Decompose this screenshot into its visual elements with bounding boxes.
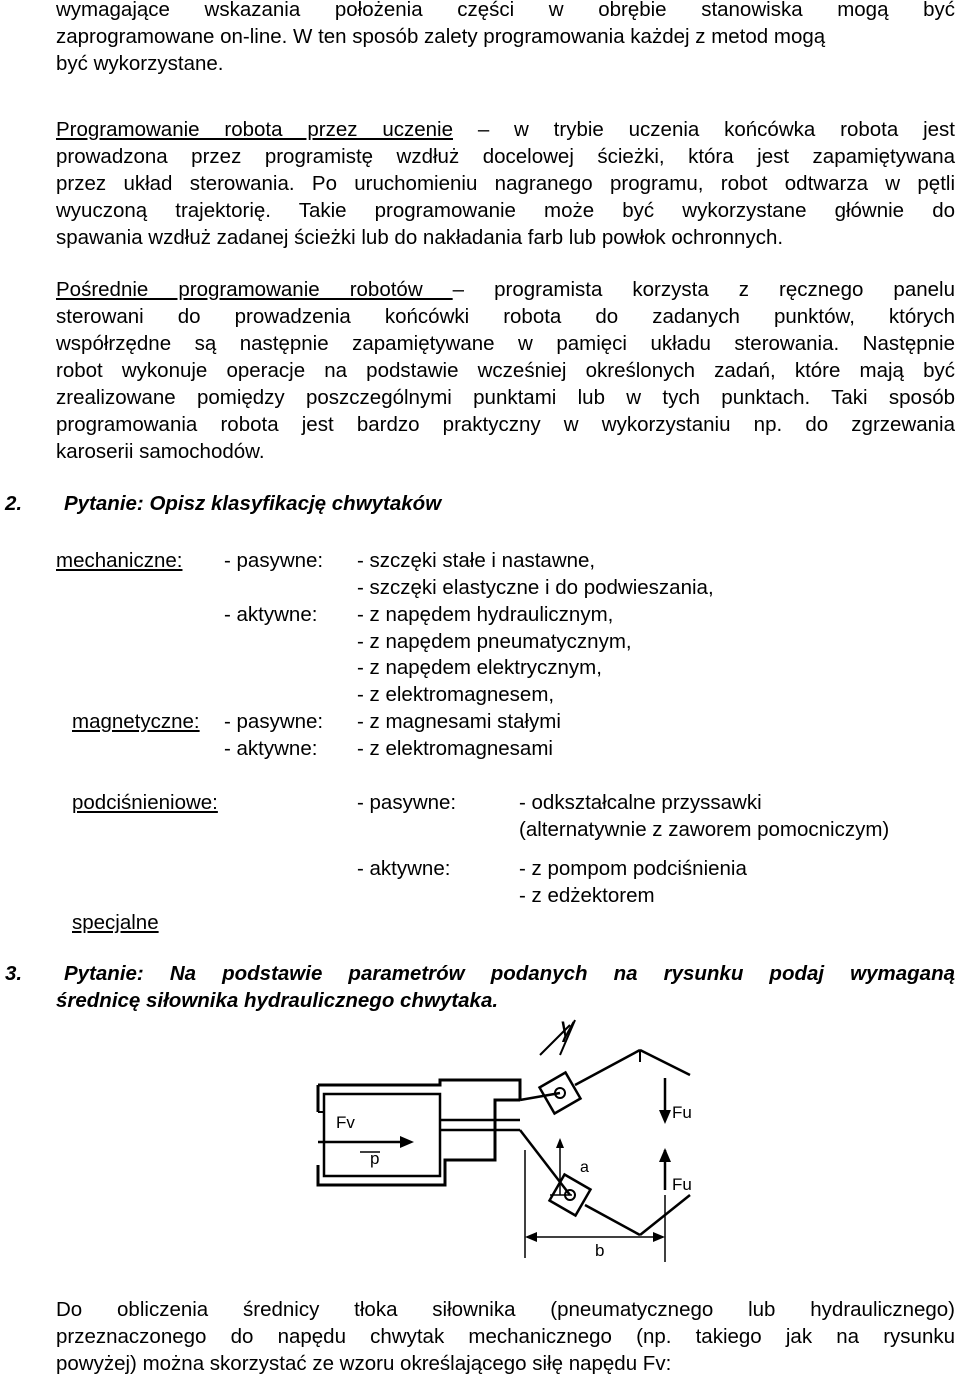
text-line: zrealizowane pomiędzy poszczególnymi punktami lub w tych punktach. Taki sposób <box>56 386 955 409</box>
text-line: przez układ sterowania. Po uruchomieniu nagranego programu, robot odtwarza w pętli <box>56 172 955 195</box>
item: - szczęki elastyczne i do podwieszania, <box>357 576 714 599</box>
label-fu-upper: Fu <box>672 1103 692 1122</box>
text-line: sterowani do prowadzenia końcówki robota do zadanych punktów, których <box>56 305 955 328</box>
text-line: Pośrednie programowanie robotów – programista korzysta z ręcznego panelu <box>56 278 955 301</box>
text-line: robot wykonuje operacje na podstawie wcześniej określonych zadań, które mają być <box>56 359 955 382</box>
label-active: - aktywne: <box>357 857 451 880</box>
question-2-heading: Pytanie: Opisz klasyfikację chwytaków <box>64 492 442 515</box>
question-3-heading-line: Pytanie: Na podstawie parametrów podanych na rysunku podaj wymaganą <box>64 962 955 985</box>
text-line: współrzędne są następnie zapamiętywane w pamięci układu sterowania. Następnie <box>56 332 955 355</box>
text-line: Do obliczenia średnicy tłoka siłownika (pneumatycznego lub hydraulicznego) <box>56 1298 955 1321</box>
category-special: specjalne <box>72 911 159 934</box>
label-active: - aktywne: <box>224 737 318 760</box>
item: - z elektromagnesem, <box>357 683 555 706</box>
text-line: powyżej) można skorzystać ze wzoru określającego siłę napędu Fv: <box>56 1352 672 1375</box>
label-p: p <box>370 1149 380 1168</box>
label-gamma: γ <box>560 1011 574 1042</box>
category-vacuum: podciśnieniowe: <box>72 791 218 814</box>
question-2-number: 2. <box>5 492 23 515</box>
label-active: - aktywne: <box>224 603 318 626</box>
text-line: spawania wzdłuż zadanej ścieżki lub do nakładania farb lub powłok ochronnych. <box>56 226 784 249</box>
item: - z elektromagnesami <box>357 737 553 760</box>
label-a: a <box>580 1159 589 1176</box>
item: - z napędem elektrycznym, <box>357 656 602 679</box>
label-passive: - pasywne: <box>224 710 324 733</box>
question-3-heading-line: średnicę siłownika hydraulicznego chwytaka. <box>56 989 499 1012</box>
item: - z magnesami stałymi <box>357 710 561 733</box>
item: - szczęki stałe i nastawne, <box>357 549 596 572</box>
item: - z napędem pneumatycznym, <box>357 630 632 653</box>
item: - z edżektorem <box>519 884 655 907</box>
label-b: b <box>595 1241 605 1260</box>
item: - z pompom podciśnienia <box>519 857 747 880</box>
item: - odkształcalne przyssawki <box>519 791 762 814</box>
text-line: przeznaczonego do napędu chwytak mechanicznego (np. takiego jak na rysunku <box>56 1325 955 1348</box>
category-mechanical: mechaniczne: <box>56 549 183 572</box>
paragraph-top <box>56 0 955 77</box>
paragraph-bottom <box>56 1296 955 1377</box>
text-line: być wykorzystane. <box>56 52 224 75</box>
paragraph-indirect-programming <box>56 276 955 465</box>
text-line: wymagające wskazania położenia części w obrębie stanowiska mogą być <box>56 0 955 21</box>
term-teach-programming: Programowanie robota przez uczenie <box>56 118 453 141</box>
label-passive: - pasywne: <box>224 549 324 572</box>
text-line: programowania robota jest bardzo praktyczny w wykorzystaniu np. do zgrzewania <box>56 413 955 436</box>
label-fv: Fv <box>336 1113 355 1132</box>
text-line: zaprogramowane on-line. W ten sposób zalety programowania każdej z metod mogą <box>56 25 826 48</box>
item: (alternatywnie z zaworem pomocniczym) <box>519 818 890 841</box>
term-indirect-programming: Pośrednie programowanie robotów <box>56 278 453 301</box>
paragraph-teach-programming <box>56 116 955 251</box>
text-line: prowadzona przez programistę wzdłuż docelowej ścieżki, która jest zapamiętywana <box>56 145 955 168</box>
category-magnetic: magnetyczne: <box>72 710 200 733</box>
label-fu-lower: Fu <box>672 1175 692 1194</box>
text-line: karoserii samochodów. <box>56 440 265 463</box>
question-3-number: 3. <box>5 962 23 985</box>
text-line: Programowanie robota przez uczenie – w trybie uczenia końcówka robota jest <box>56 118 955 141</box>
item: - z napędem hydraulicznym, <box>357 603 614 626</box>
label-passive: - pasywne: <box>357 791 457 814</box>
text-line: wyuczoną trajektorię. Takie programowanie może być wykorzystane głównie do <box>56 199 955 222</box>
